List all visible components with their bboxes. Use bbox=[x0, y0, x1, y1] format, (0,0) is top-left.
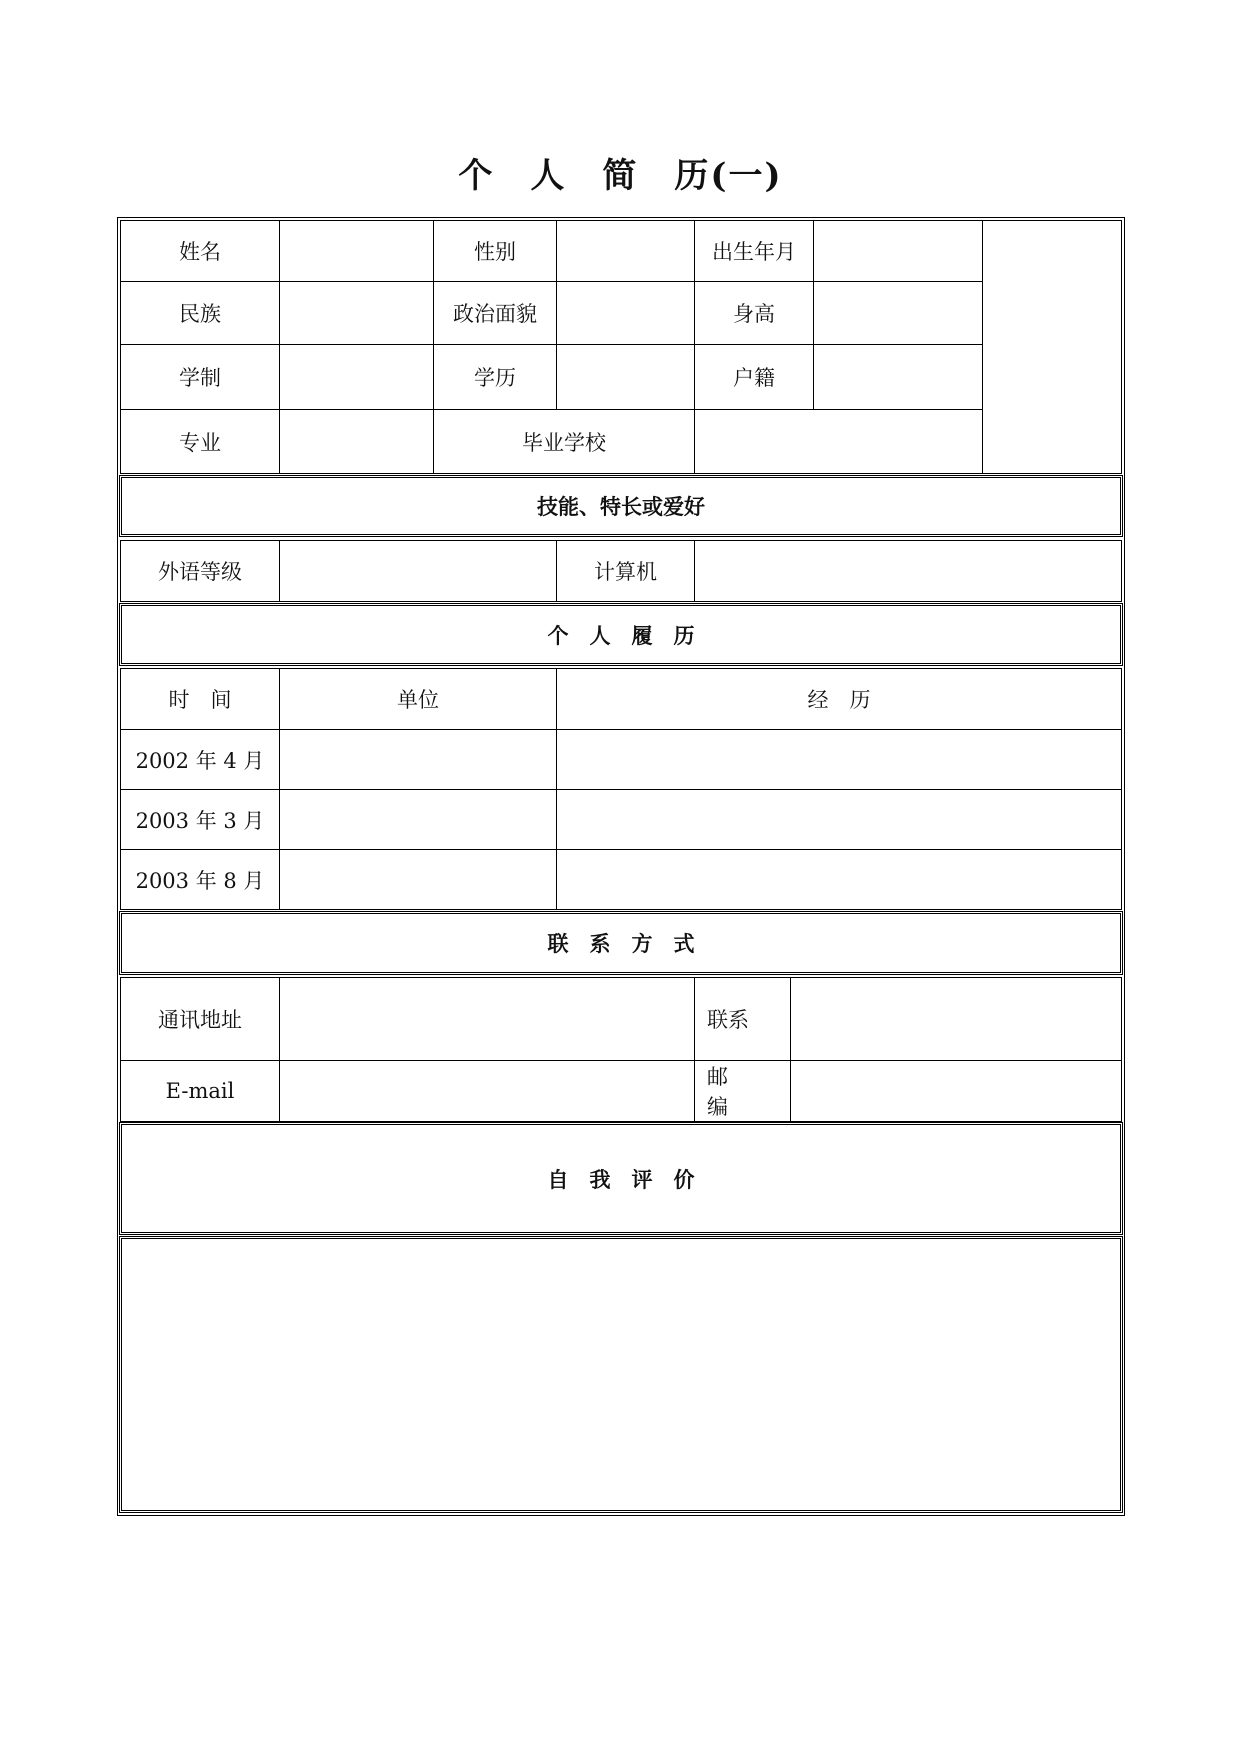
history-section-header: 个 人 履 历 bbox=[119, 603, 1123, 666]
time-header: 时 间 bbox=[120, 668, 280, 730]
phone-label: 联系 bbox=[694, 977, 791, 1061]
name-label: 姓名 bbox=[120, 220, 280, 282]
height-label: 身高 bbox=[694, 281, 814, 345]
education-label: 学历 bbox=[433, 344, 557, 410]
history-experience-3[interactable] bbox=[556, 849, 1122, 910]
email-label: E-mail bbox=[120, 1060, 280, 1122]
page-title: 个 人 简 历(一) bbox=[458, 156, 783, 196]
postcode-field[interactable] bbox=[790, 1060, 1122, 1122]
email-field[interactable] bbox=[279, 1060, 695, 1122]
school-field[interactable] bbox=[694, 409, 983, 474]
political-label: 政治面貌 bbox=[433, 281, 557, 345]
history-unit-1[interactable] bbox=[279, 729, 557, 790]
history-experience-2[interactable] bbox=[556, 789, 1122, 850]
gender-label: 性别 bbox=[433, 220, 557, 282]
schooling-label: 学制 bbox=[120, 344, 280, 410]
name-field[interactable] bbox=[279, 220, 434, 282]
address-label: 通讯地址 bbox=[120, 977, 280, 1061]
ethnicity-label: 民族 bbox=[120, 281, 280, 345]
political-field[interactable] bbox=[556, 281, 695, 345]
history-time-1: 2002 年 4 月 bbox=[120, 729, 280, 790]
evaluation-section-header: 自 我 评 价 bbox=[119, 1122, 1123, 1235]
household-label: 户籍 bbox=[694, 344, 814, 410]
history-experience-1[interactable] bbox=[556, 729, 1122, 790]
language-label: 外语等级 bbox=[120, 540, 280, 602]
address-field[interactable] bbox=[279, 977, 695, 1061]
major-label: 专业 bbox=[120, 409, 280, 474]
birth-label: 出生年月 bbox=[694, 220, 814, 282]
computer-field[interactable] bbox=[694, 540, 1122, 602]
postcode-label: 邮 编 bbox=[694, 1060, 791, 1122]
phone-field[interactable] bbox=[790, 977, 1122, 1061]
experience-header: 经 历 bbox=[556, 668, 1122, 730]
contact-section-header: 联 系 方 式 bbox=[119, 911, 1123, 975]
photo-box[interactable] bbox=[982, 220, 1122, 474]
history-unit-3[interactable] bbox=[279, 849, 557, 910]
history-time-3: 2003 年 8 月 bbox=[120, 849, 280, 910]
ethnicity-field[interactable] bbox=[279, 281, 434, 345]
education-field[interactable] bbox=[556, 344, 695, 410]
gender-field[interactable] bbox=[556, 220, 695, 282]
height-field[interactable] bbox=[813, 281, 983, 345]
birth-field[interactable] bbox=[813, 220, 983, 282]
school-label: 毕业学校 bbox=[433, 409, 695, 474]
household-field[interactable] bbox=[813, 344, 983, 410]
evaluation-field[interactable] bbox=[119, 1236, 1123, 1513]
computer-label: 计算机 bbox=[556, 540, 695, 602]
schooling-field[interactable] bbox=[279, 344, 434, 410]
language-field[interactable] bbox=[279, 540, 557, 602]
history-unit-2[interactable] bbox=[279, 789, 557, 850]
unit-header: 单位 bbox=[279, 668, 557, 730]
major-field[interactable] bbox=[279, 409, 434, 474]
skills-section-header: 技能、特长或爱好 bbox=[119, 475, 1123, 537]
history-time-2: 2003 年 3 月 bbox=[120, 789, 280, 850]
